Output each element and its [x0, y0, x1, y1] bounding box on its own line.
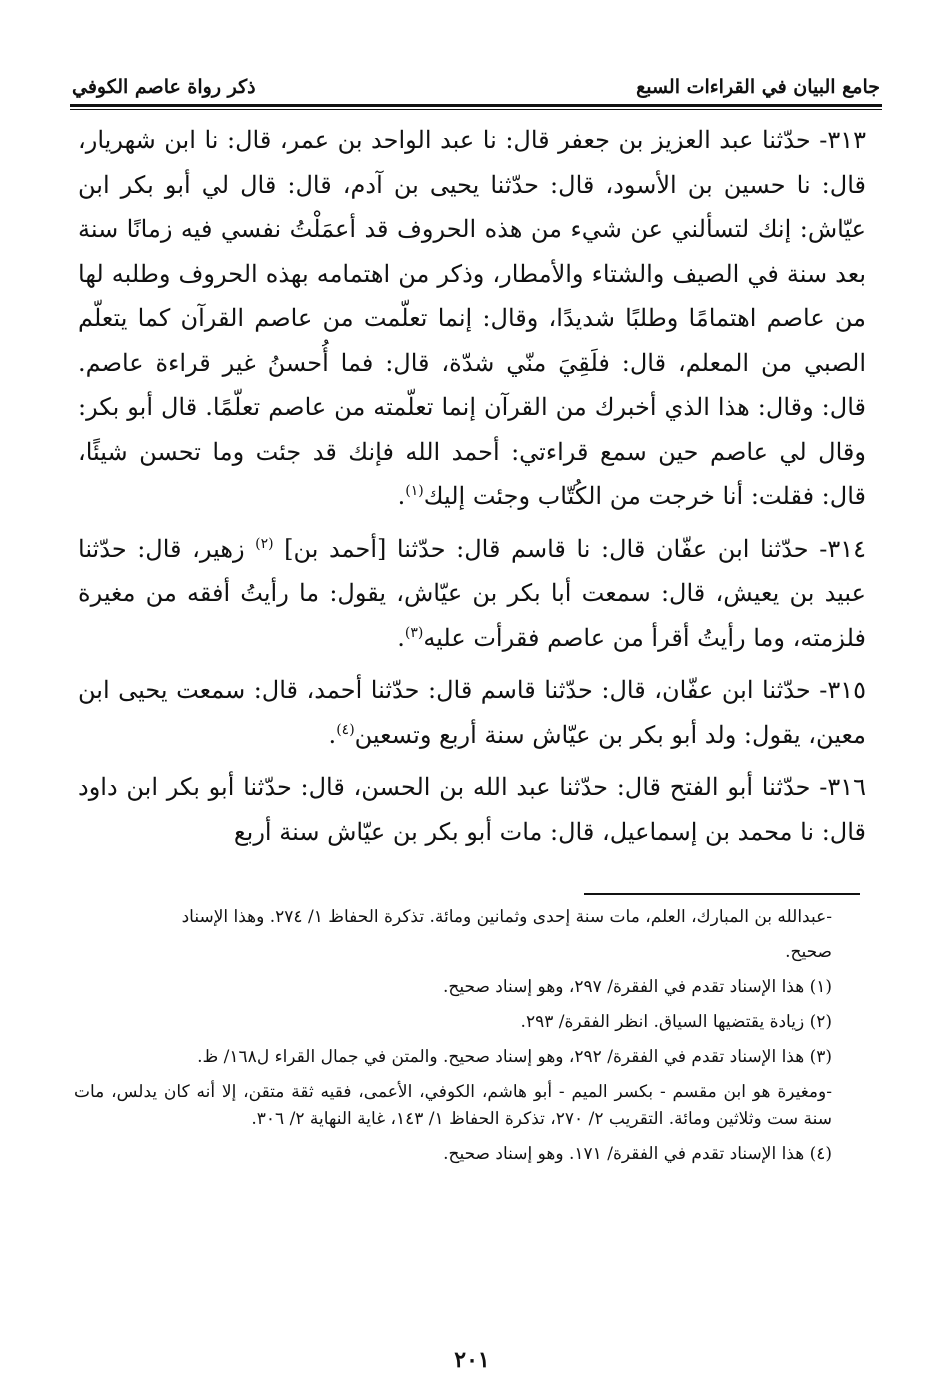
- section-title: ذكر رواة عاصم الكوفي: [72, 76, 256, 98]
- paragraph-tail: .: [397, 482, 406, 510]
- footnote: (٤) هذا الإسناد تقدم في الفقرة/ ١٧١. وهو إسناد صحيح.: [443, 1144, 832, 1164]
- footnote: -ومغيرة هو ابن مقسم - بكسر الميم - أبو هاشم، الكوفي، الأعمى، فقيه ثقة متقن، إلا أنه كان يدلس، مات سنة ست وثلاثين ومائة. التقريب ٢/ ٢٧٠، تذكرة الحفاظ ١/ ١٤٣، غاية النهاية ٢/ ٣٠٦.: [74, 1082, 832, 1129]
- footnote-ref: (٤): [336, 721, 355, 738]
- footnote-ref: (١): [405, 483, 424, 499]
- paragraph-number: ٣١٥-: [819, 676, 866, 704]
- paragraph-number: ٣١٣-: [819, 126, 866, 154]
- running-header: [72, 62, 880, 98]
- footnote: -عبدالله بن المبارك، العلم، مات سنة إحدى وثمانين ومائة. تذكرة الحفاظ ١/ ٢٧٤. وهذا الإسناد: [181, 907, 832, 927]
- paragraph-314: [78, 527, 866, 661]
- footnote-separator: [584, 893, 860, 895]
- paragraph-number: ٣١٦-: [819, 773, 866, 801]
- page-number: ٢٠١: [454, 1347, 490, 1373]
- paragraph-tail: زهير، قال: حدّثنا عبيد بن يعيش، قال: سمعت أبا بكر بن عيّاش، يقول: ما رأيتُ أفقه من مغيرة فلزمته، وما رأيتُ أقرأ من عاصم فقرأت عليه: [78, 534, 866, 652]
- paragraph-text: حدّثنا ابن عفّان، قال: حدّثنا قاسم قال: حدّثنا أحمد، قال: سمعت يحيى ابن معين، يقول: ولد أبو بكر بن عيّاش سنة أربع وتسعين: [78, 676, 866, 749]
- paragraph-315: [78, 668, 866, 757]
- paragraph-313: [78, 118, 866, 519]
- paragraph-tail: .: [397, 623, 405, 652]
- paragraph-text: حدّثنا أبو الفتح قال: حدّثنا عبد الله بن الحسن، قال: حدّثنا أبو بكر ابن داود قال: نا محمد بن إسماعيل، قال: مات أبو بكر بن عيّاش سنة أربع: [78, 773, 866, 846]
- paragraph-316: [78, 765, 866, 854]
- header-rule-thin: [70, 109, 882, 110]
- main-text: [78, 118, 866, 854]
- footnote: (١) هذا الإسناد تقدم في الفقرة/ ٢٩٧، وهو إسناد صحيح.: [442, 977, 832, 997]
- footnote: (٢) زيادة يقتضيها السياق. انظر الفقرة/ ٢٩٣.: [520, 1012, 832, 1032]
- paragraph-text: حدّثنا ابن عفّان قال: نا قاسم قال: حدّثنا [أحمد بن]: [284, 534, 809, 563]
- header-rule: [70, 104, 882, 107]
- footnotes: [74, 904, 832, 1176]
- book-title: جامع البيان في القراءات السبع: [636, 76, 880, 98]
- footnote: (٣) هذا الإسناد تقدم في الفقرة/ ٢٩٢، وهو إسناد صحيح. والمتن في جمال القراء ل١٦٨/ ظ.: [197, 1047, 832, 1067]
- footnote: صحيح.: [785, 942, 832, 962]
- paragraph-text: حدّثنا عبد العزيز بن جعفر قال: نا عبد الواحد بن عمر، قال: نا ابن شهريار، قال: نا حسين بن الأسود، قال: حدّثنا يحيى بن آدم، قال: قال لي أبو بكر ابن عيّاش: إنك لتسألني عن شيء من هذه الحروف قد أعمَلْتُ نفسي فيه زمانًا سنة بعد سنة في الصيف والشتاء والأمطار، وذكر من اهتمامه بهذه الحروف وطلبه لها من عاصم اهتمامًا وطلبًا شديدًا، وقال: إنما تعلّمت من عاصم القرآن كما يتعلّم الصبي من المعلم، قال: فلَقِيَ منّي شدّة، قال: فما أُحسنُ غير قراءة عاصم. قال: وقال: هذا الذي أخبرك من القرآن إنما تعلّمته من عاصم تعلّمًا. قال أبو بكر: وقال لي عاصم حين سمع قراءتي: أحمد الله فإنك قد جئت وما تحسن شيئًا، قال: فقلت: أنا خرجت من الكُتّاب وجئت إليك: [78, 126, 866, 510]
- footnote-ref: (٣): [404, 624, 424, 641]
- paragraph-tail: .: [328, 720, 337, 749]
- footnote-ref: (٢): [255, 535, 274, 552]
- paragraph-number: ٣١٤-: [819, 534, 866, 563]
